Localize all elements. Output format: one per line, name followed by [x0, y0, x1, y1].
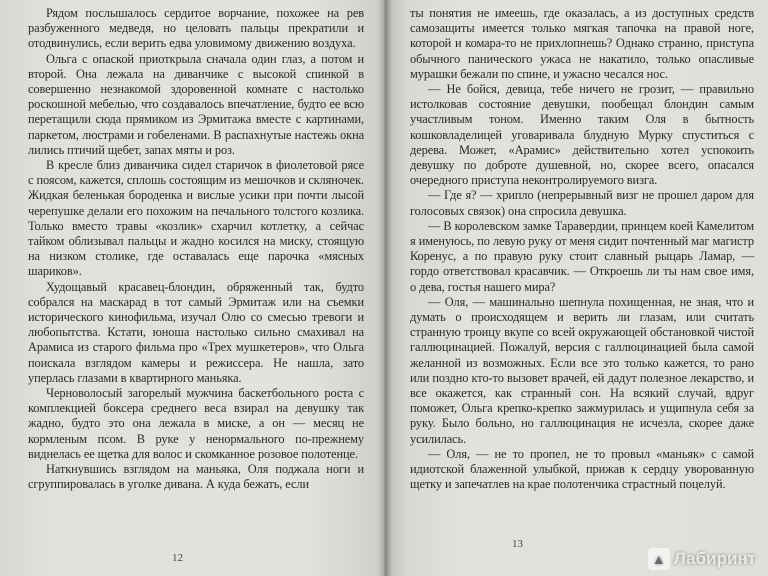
paragraph: — Где я? — хрипло (непрерывный визг не прошел даром для голосовых связок) она спросила девушка.	[410, 188, 754, 218]
paragraph: В кресле близ диванчика сидел старичок в фиолетовой рясе с поясом, кажется, сплошь состоящим из мешочков и скляночек. Жидкая беленькая бороденка и вислые усики при почти лысой черепушке делали его похожим на печального толстого козлика. Только вместо травы «козлик» схарчил котлетку, а сейчас тайком облизывал пальцы и жадно косился на миску, стоящую на низком столике, где оставалась еще парочка «мясных шариков».	[28, 158, 364, 279]
paragraph: Наткнувшись взглядом на маньяка, Оля поджала ноги и сгруппировалась в уголке дивана. А куда бежать, если	[28, 462, 364, 492]
page-number-left: 12	[172, 552, 183, 564]
right-page	[384, 0, 768, 576]
paragraph: — В королевском замке Таравердии, принцем коей Камелитом я именуюсь, по левую руку от меня сидит почтенный маг магистр Коренус, а по правую руку стоит славный рыцарь Ламар, — гордо ответствовал красавчик. — Откроешь ли ты нам свое имя, о дева, гостья нашего мира?	[410, 218, 754, 294]
paragraph: Худощавый красавец-блондин, обряженный так, будто собрался на маскарад в тот самый Эрмитаж или на съемки исторического кинофильма, изучал Олю со смесью тревоги и любопытства. Кстати, юноша настолько сильно смахивал на Арамиса из старого фильма про «Трех мушкетеров», что Ольга поискала взглядом камеры и режиссера. Не нашла, зато уперлась глазами в квартирного маньяка.	[28, 279, 364, 385]
paragraph: ты понятия не имеешь, где оказалась, а из доступных средств самозащиты имеется только мягкая тапочка на правой ноге, которой и комара-то не прихлопнешь? Однако странно, приступа обычного панического ужаса не накатило, только опасливые мурашки бежали по спине, и ужасно чесался нос.	[410, 6, 754, 81]
paragraph: — Оля, — машинально шепнула похищенная, не зная, что и думать о происходящем и верить ли глазам, или считать странную троицу вкупе со всей окружающей обстановкой чистой галлюцинацией. Пожалуй, версия с галлюцинацией была самой желанной из возможных. Если все это только кажется, то рано или поздно кто-то вызовет врачей, ей дадут полезное лекарство, и все окажется, как странный сон. На всякий случай, вдруг поможет, Ольга крепко-крепко зажмурилась и ущипнула себя за руку. Было больно, но галлюцинация не исчезла, скорее даже усилилась.	[410, 294, 754, 446]
book-spine-shadow	[378, 0, 392, 576]
right-page-text	[410, 6, 754, 493]
left-page-text	[28, 6, 364, 493]
labirint-logo-icon: ▲	[648, 548, 670, 570]
paragraph: Рядом послышалось сердитое ворчание, похожее на рев разбуженного медведя, но целовать пальцы прекратили и отодвинулись, если верить едва уловимому движению воздуха.	[28, 6, 364, 51]
paragraph: — Не бойся, девица, тебе ничего не грозит, — правильно истолковав состояние девушки, пообещал блондин самым участливым тоном. Именно таким Оля в бытность кошковладелицей уговаривала блудную Мурку спуститься с дерева. Может, «Арамис» действительно хотел успокоить девушку по доброте душевной, но, скорее всего, опасался очередного приступа неконтролируемого визга.	[410, 82, 754, 188]
page-number-right: 13	[512, 538, 523, 550]
watermark	[648, 548, 756, 570]
watermark-text: Лабиринт	[673, 549, 756, 568]
paragraph: Черноволосый загорелый мужчина баскетбольного роста с комплекцией боксера среднего веса взирал на девушку так жадно, будто это она лежала в миске, а он — месяц не кормленым псом. В руке у ненормального по-прежнему виднелась ее щетка для волос и скомканное розовое полотенце.	[28, 386, 364, 461]
paragraph: Ольга с опаской приоткрыла сначала один глаз, а потом и второй. Она лежала на диванчике с высокой спинкой в совершенно незнакомой здоровенной комнате с настолько роскошной мебелью, что создавалось впечатление, будто ее всю перетащили сюда прямиком из Эрмитажа вместе с картинами, паркетом, люстрами и гобеленами. В распахнутые настежь окна лились птичий щебет, запах мяты и роз.	[28, 51, 364, 157]
paragraph: — Оля, — не то пропел, не то провыл «маньяк» с самой идиотской блаженной улыбкой, прижав к сердцу уворованную щетку и запечатлев на крае полотенчика страстный поцелуй.	[410, 446, 754, 492]
